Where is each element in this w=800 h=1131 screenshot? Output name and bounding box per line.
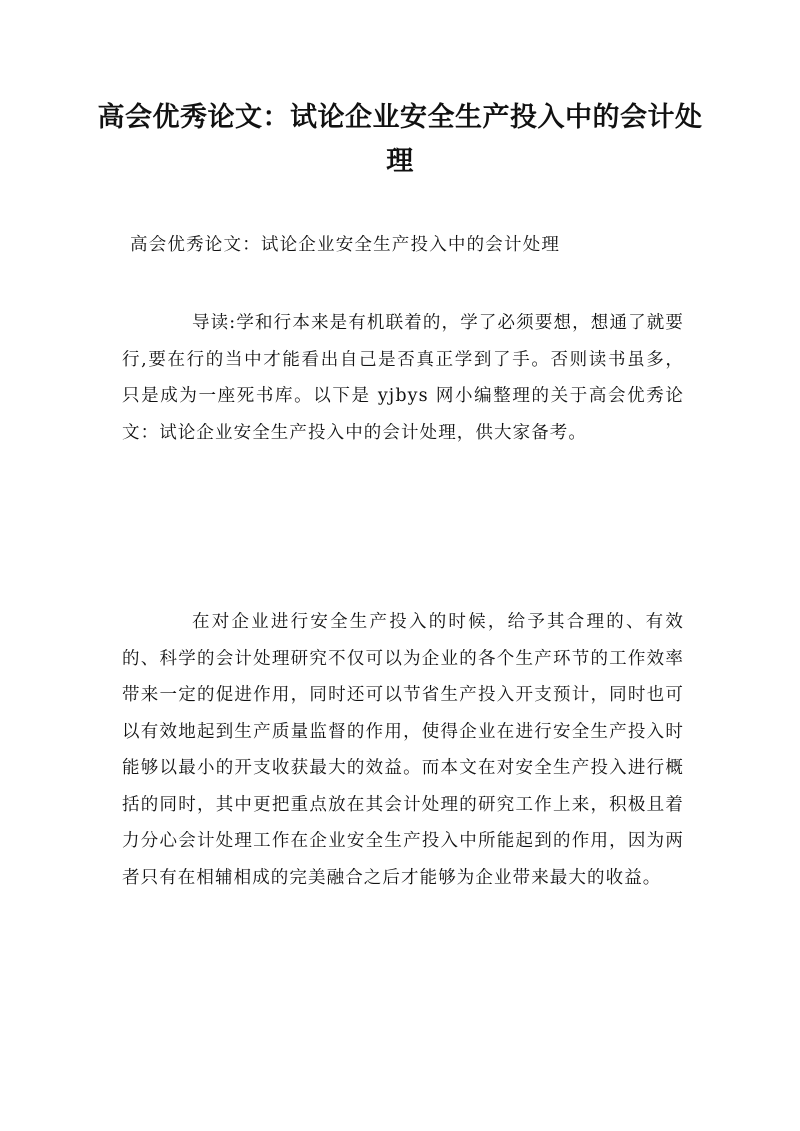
body-paragraph: 在对企业进行安全生产投入的时候，给予其合理的、有效的、科学的会计处理研究不仅可以为企业的各个生产环节的工作效率带来一定的促进作用，同时还可以节省生产投入开支预计，同时也可以有效地起到生产质量监督的作用，使得企业在进行安全生产投入时能够以最小的开支收获最大的效益。而本文在对安全生产投入进行概括的同时，其中更把重点放在其会计处理的研究工作上来，积极且着力分心会计处理工作在企业安全生产投入中所能起到的作用，因为两者只有在相辅相成的完美融合之后才能够为企业带来最大的收益。 [122, 612, 684, 888]
intro-paragraph: 导读:学和行本来是有机联着的，学了必须要想，想通了就要行,要在行的当中才能看出自己是否真正学到了手。否则读书虽多，只是成为一座死书库。以下是 yjbys 网小编整理的关于高会优秀论文：试论企业安全生产投入中的会计处理，供大家备考。 [122, 313, 684, 443]
document-title: 高会优秀论文：试论企业安全生产投入中的会计处理 [97, 102, 703, 177]
document-subtitle: 高会优秀论文：试论企业安全生产投入中的会计处理 [130, 235, 561, 255]
